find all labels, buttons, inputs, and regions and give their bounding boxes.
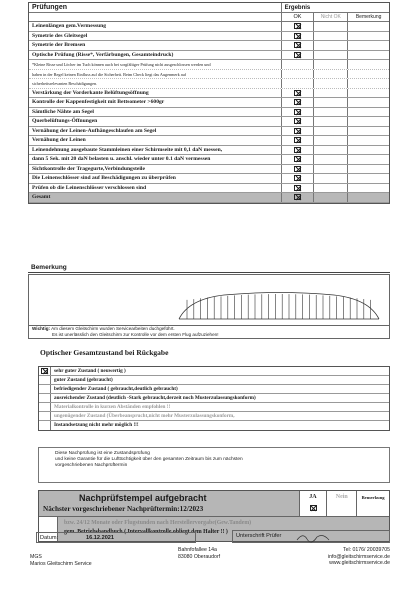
check-bemerkung-cell <box>348 41 389 50</box>
stempel-subtitle: Nächster vorgeschriebener Nachprüftermin:12/2023 <box>43 505 204 513</box>
check-row <box>29 174 389 184</box>
check-label: Sämtliche Nähte am Segel <box>29 108 282 117</box>
check-nicht-ok-cell <box>314 127 348 136</box>
check-row <box>29 146 389 156</box>
hinweis-text-1: Am diesem Gleitschirm wurden Servicearbeiten duchgeführt. <box>51 326 175 331</box>
check-nicht-ok-cell <box>314 98 348 107</box>
checked-box-icon[interactable] <box>294 52 301 58</box>
check-bemerkung-cell <box>348 155 389 164</box>
check-row <box>29 155 389 165</box>
check-bemerkung-cell <box>348 127 389 136</box>
checked-box-icon[interactable] <box>294 33 301 39</box>
checked-box-icon[interactable] <box>294 175 301 181</box>
check-nicht-ok-cell <box>314 117 348 126</box>
optisch-label: ungenügender Zustand (Überbeansprucht,nicht mehr Musterzulassungskonform, <box>54 413 235 419</box>
check-bemerkung-cell <box>348 89 389 98</box>
optisch-title: Optischer Gesamtzustand bei Rückgabe <box>40 348 169 357</box>
check-ok-cell <box>282 108 315 117</box>
check-nicht-ok-cell <box>314 193 348 202</box>
check-row <box>29 136 389 146</box>
hinweis-text-2: Es ist unerlässlich den Gleitschirm zur Kontrolle vor dem ersten Flug aufzuziehen! <box>52 332 219 337</box>
check-ok-cell <box>282 79 315 88</box>
check-label: Prüfen ob die Leinenschlösser verschlossen sind <box>29 184 282 193</box>
stempel-note-2: gem. Betriebshandbuch ( Intervallkontrolle obliegt dem Halter !! ) <box>64 529 228 535</box>
checked-box-icon[interactable] <box>294 109 301 115</box>
header-pruefungen: Prüfungen <box>29 3 282 12</box>
checked-box-icon[interactable] <box>294 137 301 143</box>
check-nicht-ok-cell <box>314 60 348 69</box>
check-ok-cell <box>282 98 315 107</box>
disclaimer-box <box>38 447 390 483</box>
company-block <box>30 554 92 567</box>
bemerkung-title: Bemerkung <box>28 262 390 273</box>
address-block <box>178 547 220 560</box>
check-label: Gesamt <box>29 193 282 202</box>
check-row <box>29 70 389 80</box>
canopy-sketch-icon <box>29 275 391 327</box>
disclaimer-line-2: und keine Garantie für die Lufttüchtigkeit über den gesamten Zeitraum bis zum nächsten <box>55 457 243 463</box>
check-label: Verstärkung der Vorderkante Belüftungsöffnung <box>29 89 282 98</box>
optisch-check-cell <box>39 403 51 411</box>
check-ok-cell <box>282 41 315 50</box>
check-label: Sichtkontrolle der Tragegurte,Verbindungsteile <box>29 165 282 174</box>
check-label: Optische Prüfung (Risse*, Verfärbungen, Gesamteindruck) <box>29 51 282 60</box>
check-row <box>29 22 389 32</box>
checked-box-icon[interactable] <box>294 42 301 48</box>
check-row <box>29 127 389 137</box>
check-nicht-ok-cell <box>314 41 348 50</box>
check-label: Vernähung der Leinen <box>29 136 282 145</box>
check-bemerkung-cell <box>348 184 389 193</box>
check-row <box>29 51 389 61</box>
check-ok-cell <box>282 193 315 202</box>
header-ergebnis: Ergebnis <box>284 5 311 11</box>
company-name: Marios Gleitschirm Service <box>30 560 92 567</box>
check-bemerkung-cell <box>348 174 389 183</box>
subheader-spacer <box>29 13 282 21</box>
check-nicht-ok-cell <box>314 184 348 193</box>
check-label: Symetrie der Bremsen <box>29 41 282 50</box>
stempel-main <box>39 491 300 516</box>
checked-box-icon[interactable] <box>294 99 301 105</box>
optisch-row <box>39 367 389 376</box>
bemerkung-box <box>28 274 390 326</box>
check-label: haben in der Regel keinen Einfluss auf die Sicherheit. Beim Check liegt das Augenmerk auf <box>29 70 282 79</box>
company-short: MGS <box>30 554 42 560</box>
optisch-row <box>39 385 389 394</box>
checks-subheader <box>29 13 389 22</box>
unterschrift-label: Unterschrift Prüfer <box>236 533 282 539</box>
check-bemerkung-cell <box>348 108 389 117</box>
stempel-ja-checkbox[interactable] <box>310 505 317 511</box>
check-ok-cell <box>282 174 315 183</box>
telephone: Tel: 0176/ 20039705 <box>342 547 390 553</box>
unterschrift-field <box>232 530 390 543</box>
col-ok: OK <box>282 13 315 21</box>
check-label: Leinenlängen gem.Vermessung <box>29 22 282 31</box>
signature-icon <box>295 531 335 544</box>
check-ok-cell <box>282 60 315 69</box>
check-bemerkung-cell <box>348 60 389 69</box>
hinweis-label: Wichtig: <box>32 326 51 331</box>
optisch-label: ausreichender Zustand (deutlich -Stark gebraucht,derzeit noch Musterzulassungskonform) <box>54 395 256 401</box>
optisch-check-cell <box>39 376 51 384</box>
datum-value: 16.12.2021 <box>86 535 115 541</box>
check-ok-cell <box>282 146 315 155</box>
checked-box-icon[interactable] <box>294 156 301 162</box>
checked-box-icon[interactable] <box>41 368 48 374</box>
check-nicht-ok-cell <box>314 51 348 60</box>
check-bemerkung-cell <box>348 193 389 202</box>
optisch-label: befriedigender Zustand ( gebraucht,deutlich gebraucht) <box>54 386 178 392</box>
optisch-label: Materialkontrolle in kurzen Abständen empfohlen !! <box>54 404 171 410</box>
check-row <box>29 32 389 42</box>
check-nicht-ok-cell <box>314 174 348 183</box>
check-nicht-ok-cell <box>314 70 348 79</box>
check-row <box>29 108 389 118</box>
check-label: dann 5 Sek. mit 20 daN belasten u. anschl. wieder unter 0.1 daN vermessen <box>29 155 282 164</box>
checked-box-icon[interactable] <box>294 194 301 200</box>
website: www.gleitschirmservice.de <box>329 560 390 566</box>
check-rows <box>29 22 389 203</box>
col-nicht-ok: Nicht OK <box>314 13 348 21</box>
check-label: Leinendehnung ausgebaute Stammleinen einer Schirmseite mit 0,1 daN messen, <box>29 146 282 155</box>
check-bemerkung-cell <box>348 165 389 174</box>
checked-box-icon[interactable] <box>294 118 301 124</box>
check-ok-cell <box>282 22 315 31</box>
check-ok-cell <box>282 136 315 145</box>
checked-box-icon[interactable] <box>294 147 301 153</box>
check-bemerkung-cell <box>348 51 389 60</box>
stempel-title: Nachprüfstempel aufgebracht <box>79 493 207 503</box>
email: info@gleitschirmservice.de <box>327 553 390 560</box>
check-label: Die Leinenschlösser sind auf Beschädigungen zu überprüfen <box>29 174 282 183</box>
checked-box-icon[interactable] <box>294 166 301 172</box>
check-row <box>29 60 389 70</box>
check-bemerkung-cell <box>348 79 389 88</box>
city: 83080 Oberaudorf <box>178 553 221 560</box>
check-row <box>29 89 389 99</box>
stempel-ja-label: JA <box>309 494 317 500</box>
optisch-check-cell <box>39 367 51 375</box>
check-row <box>29 165 389 175</box>
check-nicht-ok-cell <box>314 89 348 98</box>
optisch-check-cell <box>39 412 51 420</box>
check-row <box>29 193 389 203</box>
check-ok-cell <box>282 184 315 193</box>
optisch-label: Instandsetzung nicht mehr möglich !!! <box>54 422 139 428</box>
check-bemerkung-cell <box>348 22 389 31</box>
optisch-row <box>39 376 389 385</box>
check-nicht-ok-cell <box>314 165 348 174</box>
check-row <box>29 117 389 127</box>
check-ok-cell <box>282 51 315 60</box>
check-label: Vernähung der Leinen-Aufhängeschlaufen am Segel <box>29 127 282 136</box>
checks-table <box>28 2 390 204</box>
check-row <box>29 98 389 108</box>
checks-header <box>29 3 389 13</box>
optisch-check-cell <box>39 394 51 402</box>
checked-box-icon[interactable] <box>294 90 301 96</box>
check-nicht-ok-cell <box>314 146 348 155</box>
check-nicht-ok-cell <box>314 136 348 145</box>
check-row <box>29 79 389 89</box>
check-bemerkung-cell <box>348 117 389 126</box>
checked-box-icon[interactable] <box>294 185 301 191</box>
check-ok-cell <box>282 89 315 98</box>
check-nicht-ok-cell <box>314 79 348 88</box>
check-bemerkung-cell <box>348 136 389 145</box>
check-ok-cell <box>282 70 315 79</box>
check-nicht-ok-cell <box>314 108 348 117</box>
optisch-table <box>38 366 390 431</box>
check-ok-cell <box>282 127 315 136</box>
check-nicht-ok-cell <box>314 22 348 31</box>
contact-block <box>300 547 390 567</box>
check-label: sicherheitsrelevanten Beschädigungen. <box>29 79 282 88</box>
optisch-label: guter Zustand (gebraucht) <box>54 377 113 383</box>
check-bemerkung-cell <box>348 146 389 155</box>
checked-box-icon[interactable] <box>294 128 301 134</box>
check-ok-cell <box>282 165 315 174</box>
check-bemerkung-cell <box>348 98 389 107</box>
stempel-nein-label: Nein <box>327 491 357 516</box>
optisch-row <box>39 412 389 421</box>
check-bemerkung-cell <box>348 70 389 79</box>
disclaimer-line-3: vorgeschriebenen Nachprüftermin <box>55 463 128 469</box>
optisch-check-cell <box>39 421 51 430</box>
check-row <box>29 41 389 51</box>
check-ok-cell <box>282 155 315 164</box>
col-bemerkung: Bemerkung <box>355 14 382 20</box>
optisch-row <box>39 394 389 403</box>
datum-label: Datum: <box>40 535 59 541</box>
street: Bahnfofallee 14a <box>178 547 217 553</box>
check-row <box>29 184 389 194</box>
check-label: *Kleine Risse und Löcher im Tuch können auch bei sorgfältiger Prüfung nicht ausgeschlossen werden und <box>29 60 282 69</box>
optisch-row <box>39 421 389 430</box>
check-ok-cell <box>282 32 315 41</box>
stempel-top <box>39 491 389 517</box>
stempel-note-1: bzw. 24/12 Monate oder Flugstunden nach Herstellervorgabe(Gew.Tandem) <box>64 520 252 526</box>
check-ok-cell <box>282 117 315 126</box>
check-label: Querbelüftungs-Öffnungen <box>29 117 282 126</box>
check-nicht-ok-cell <box>314 155 348 164</box>
check-bemerkung-cell <box>348 32 389 41</box>
optisch-label: sehr guter Zustand ( neuwertig ) <box>54 368 126 374</box>
hinweis-box <box>28 326 390 339</box>
stempel-ja-cell <box>300 491 328 516</box>
optisch-rows <box>39 367 389 430</box>
check-label: Symetrie des Gleitsegel <box>29 32 282 41</box>
stempel-bemerkung-label: Bemerkung <box>361 495 385 500</box>
disclaimer-line-1: Diese Nachprüfung ist eine Zustandsprüfung <box>55 451 150 456</box>
optisch-row <box>39 403 389 412</box>
checked-box-icon[interactable] <box>294 23 301 29</box>
optisch-check-cell <box>39 385 51 393</box>
datum-field <box>36 532 196 543</box>
check-nicht-ok-cell <box>314 32 348 41</box>
check-label: Kontrolle der Kappenfestigkeit mit Bettsometer >600gr <box>29 98 282 107</box>
